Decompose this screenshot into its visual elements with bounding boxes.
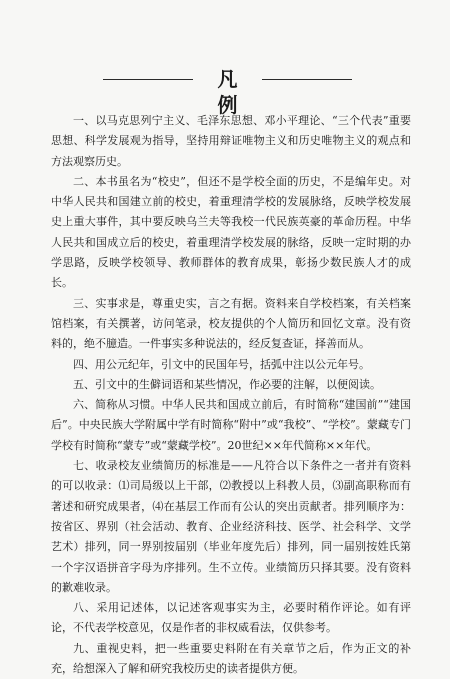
paragraph-8: 八、采用记述体，以记述客观事实为主，必要时稍作评论。如有评论，不代表学校意见，仅是作者的非权威看法，仅供参考。 [51, 601, 411, 635]
paragraph-5: 五、引文中的生僻词语和某些情况，作必要的注解，以便阅读。 [73, 377, 381, 391]
paragraph-6: 六、简称从习惯。中华人民共和国成立前后，有时简称“建国前”“建国后”。中央民族大学附属中学有时简称“附中”或“我校”、“学校”。蒙藏专门学校有时简称“蒙专”或“蒙藏学校”。20世纪××年代简称××年代。 [51, 398, 411, 452]
paragraph-1: 一、以马克思列宁主义、毛泽东思想、邓小平理论、“三个代表”重要思想、科学发展观为指导，坚持用辩证唯物主义和历史唯物主义的观点和方法观察历史。 [51, 114, 411, 168]
body-text [51, 111, 411, 679]
paragraph-4: 四、用公元纪年，引文中的民国年号，括弧中注以公元年号。 [73, 357, 370, 371]
title-rule-right [262, 79, 352, 80]
title-rule-left [103, 79, 193, 80]
paragraph-9: 九、重视史料，把一些重要史料附在有关章节之后，作为正文的补充，给想深入了解和研究我校历史的读者提供方便。 [51, 641, 411, 676]
paragraph-7: 七、收录校友业绩简历的标准是——凡符合以下条件之一者并有资料的可以收录：⑴司局级以上干部，⑵教授以上科教人员，⑶副高职称而有著述和研究成果者，⑷在基层工作而有公认的突出贡献者。排列顺序为：按省区、界别（社会活动、教育、企业经济科技、医学、社会科学、文学艺术）排列，同一界别按届别（毕业年度先后）排列，同一届别按姓氏第一个字汉语拼音字母为序排列。生不立传。业绩简历只择其要。没有资料的歉难收录。 [51, 459, 411, 594]
title-row [0, 66, 450, 117]
paragraph-3: 三、实事求是，尊重史实，言之有据。资料来自学校档案，有关档案馆档案，有关撰著，访问笔录，校友提供的个人简历和回忆文章。没有资料的，绝不臆造。一件事实多种说法的，经反复查证，择善而从。 [51, 296, 411, 351]
page-title: 凡 例 [217, 67, 248, 117]
paragraph-2: 二、本书虽名为“校史”，但还不是学校全面的历史，不是编年史。对中华人民共和国建立前的校史，着重理清学校的发展脉络，反映学校发展史上重大事件，其中要反映乌兰夫等我校一代民族英豪的革命历程。中华人民共和国成立后的校史，着重理清学校发展的脉络，反映一定时期的办学思路，反映学校领导、教师群体的教育成果，彰扬少数民族人才的成长。 [51, 174, 411, 290]
